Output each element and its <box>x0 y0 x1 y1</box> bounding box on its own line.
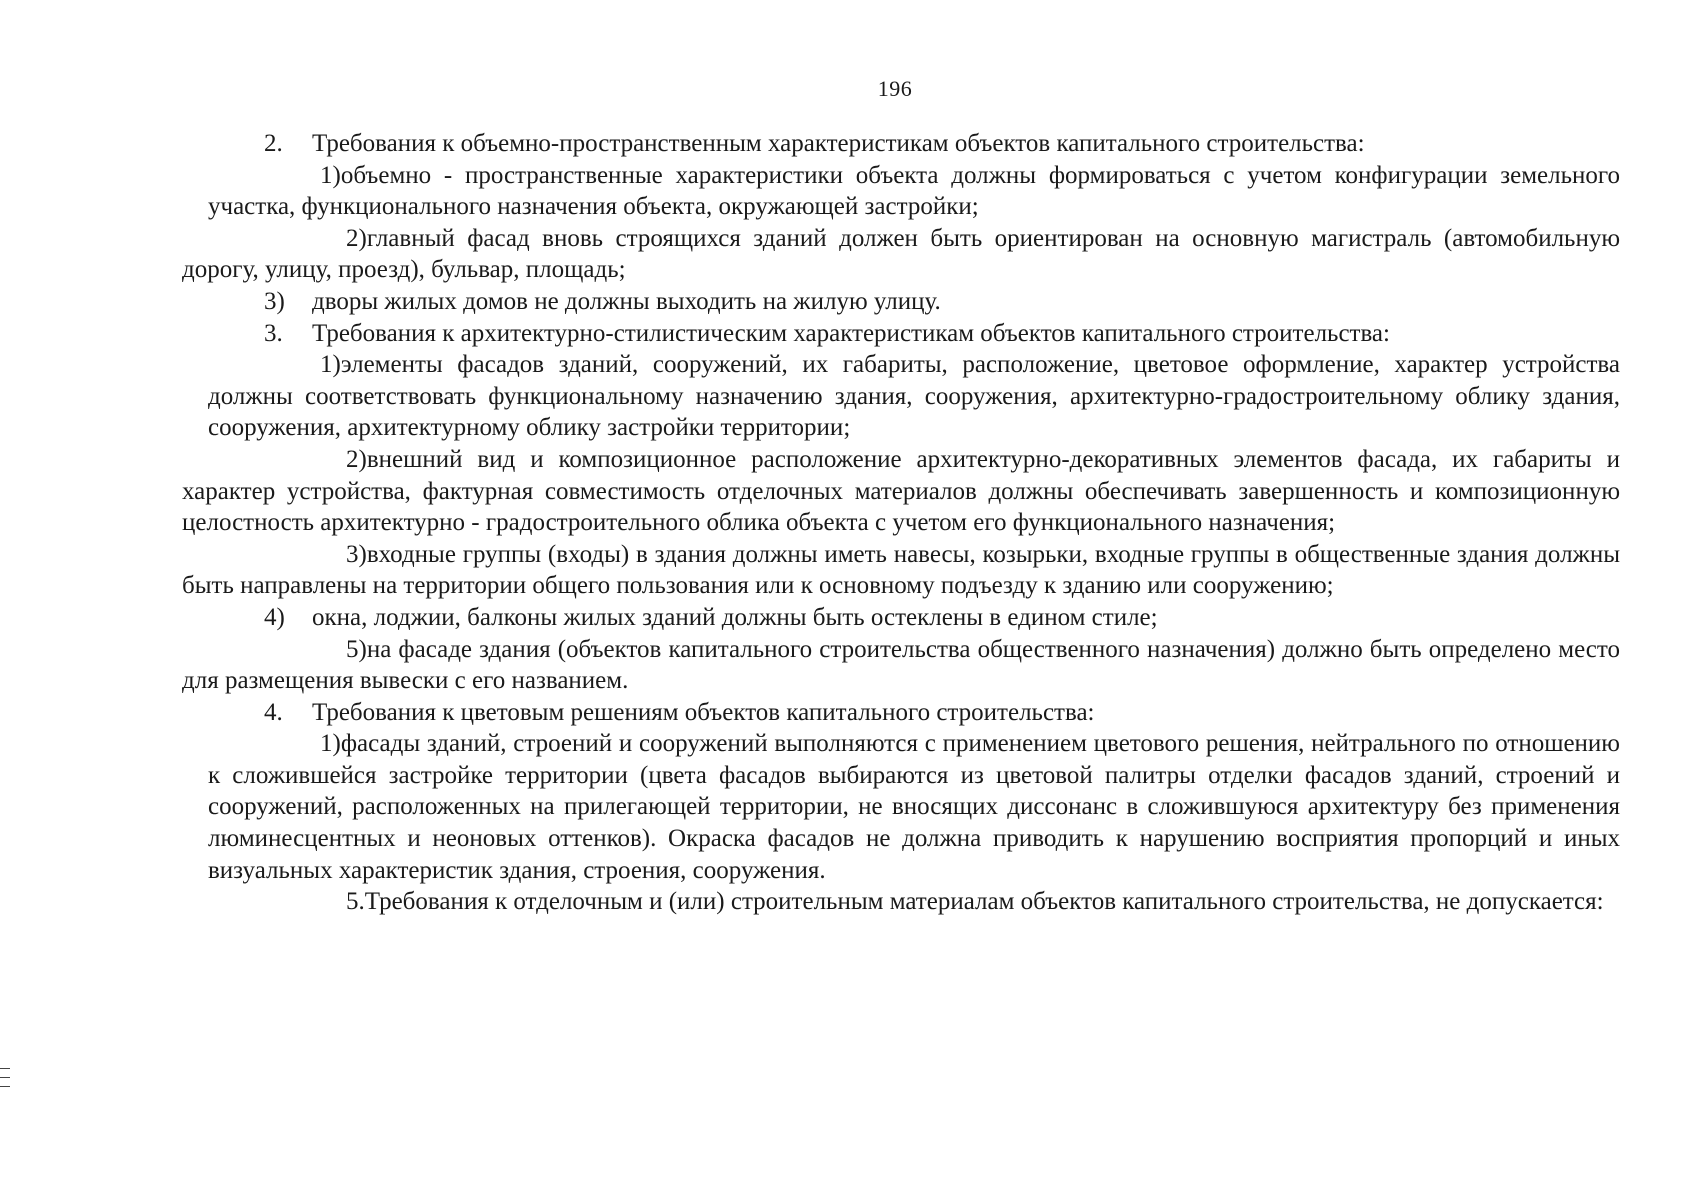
item-number: 4) <box>264 603 285 631</box>
paragraph-text: на фасаде здания (объектов капитального строительства общественного назначения) должно быть определено место для размещения вывески с его названием. <box>182 635 1620 695</box>
paragraph <box>182 160 1620 223</box>
paragraph-text: главный фасад вновь строящихся зданий должен быть ориентирован на основную магистраль (автомобильную дорогу, улицу, проезд), бульвар, площадь; <box>182 224 1620 284</box>
paragraph <box>182 349 1620 444</box>
binding-margin-mark <box>0 1068 10 1095</box>
paragraph <box>182 602 1620 634</box>
paragraph <box>182 728 1620 886</box>
paragraph-text: внешний вид и композиционное расположение архитектурно-декоративных элементов фасада, их габариты и характер устройства, фактурная совместимость отделочных материалов должны обеспечивать завершенность и композиционную целостность архитектурно - градостроительного облика объекта с учетом его функционального назначения; <box>182 445 1620 537</box>
paragraph <box>182 444 1620 539</box>
item-number: 1) <box>320 730 341 758</box>
paragraph-text: Требования к отделочным и (или) строительным материалам объектов капитального строительства, не допускается: <box>364 888 1604 916</box>
paragraph <box>182 697 1620 729</box>
item-number: 1) <box>320 351 341 379</box>
paragraph <box>182 128 1620 160</box>
item-number: 3. <box>264 319 283 347</box>
item-number: 2) <box>346 224 367 252</box>
document-body <box>182 128 1620 918</box>
paragraph <box>182 286 1620 318</box>
paragraph-text: Требования к архитектурно-стилистическим характеристикам объектов капитального строительства: <box>312 319 1390 347</box>
item-number: 5) <box>346 635 367 663</box>
page-number: 196 <box>877 76 913 101</box>
paragraph <box>182 634 1620 697</box>
paragraph <box>182 223 1620 286</box>
paragraph <box>182 886 1620 918</box>
paragraph <box>182 318 1620 350</box>
item-number: 4. <box>264 698 283 726</box>
item-number: 5. <box>346 888 365 916</box>
paragraph-text: входные группы (входы) в здания должны иметь навесы, козырьки, входные группы в общественные здания должны быть направлены на территории общего пользования или к основному подъезду к зданию или сооружению; <box>182 540 1620 600</box>
item-number: 3) <box>346 540 367 568</box>
paragraph-text: Требования к цветовым решениям объектов капитального строительства: <box>312 698 1095 726</box>
paragraph-text: Требования к объемно-пространственным характеристикам объектов капитального строительства: <box>312 130 1365 157</box>
item-number: 2) <box>346 445 367 473</box>
item-number: 3) <box>264 287 285 315</box>
item-number: 2. <box>264 130 283 157</box>
paragraph <box>182 539 1620 602</box>
paragraph-text: дворы жилых домов не должны выходить на жилую улицу. <box>312 287 941 315</box>
paragraph-text: окна, лоджии, балконы жилых зданий должны быть остеклены в едином стиле; <box>312 603 1158 631</box>
paragraph-text: объемно - пространственные характеристики объекта должны формироваться с учетом конфигурации земельного участка, функционального назначения объекта, окружающей застройки; <box>208 161 1620 221</box>
paragraph-text: элементы фасадов зданий, сооружений, их габариты, расположение, цветовое оформление, характер устройства должны соответствовать функциональному назначению здания, сооружения, архитектурно-градостроительному облику здания, сооружения, архитектурному облику застройки территории; <box>208 351 1620 442</box>
paragraph-text: фасады зданий, строений и сооружений выполняются с применением цветового решения, нейтрального по отношению к сложившейся застройке территории (цвета фасадов выбираются из цветовой палитры отделки фасадов зданий, строений и сооружений, расположенных на прилегающей территории, не вносящих диссонанс в сложившуюся архитектуру без применения люминесцентных и неоновых оттенков). Окраска фасадов не должна приводить к нарушению восприятия пропорций и иных визуальных характеристик здания, строения, сооружения. <box>208 730 1620 884</box>
item-number: 1) <box>320 161 341 189</box>
